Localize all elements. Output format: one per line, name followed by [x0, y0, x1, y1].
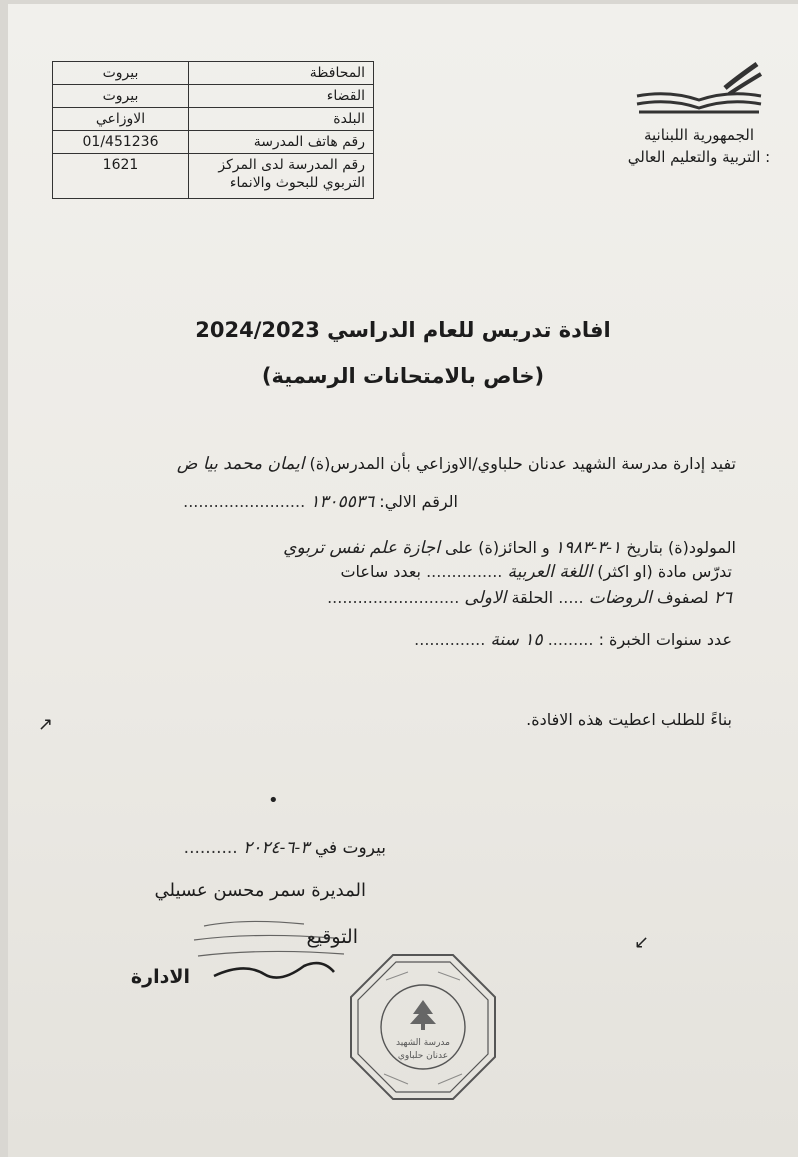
- signature-label: التوقيع: [306, 926, 358, 948]
- grades: الروضات: [588, 588, 652, 608]
- line5-prefix: لصفوف: [656, 588, 709, 607]
- cycle: الاولى: [464, 588, 507, 608]
- line4-prefix: تدرّس مادة (او اكثر): [597, 562, 732, 581]
- signature-scribble: [214, 963, 334, 977]
- document-title: افادة تدريس للعام الدراسي 2024/2023: [195, 318, 611, 342]
- experience-years: ١٥ سنة: [490, 630, 543, 650]
- table-cell-value: 1621: [53, 154, 189, 199]
- degree: اجازة علم نفس تربوي: [283, 538, 440, 558]
- table-row: [53, 108, 374, 131]
- line3-middle: و الحائز(ة) على: [445, 538, 550, 557]
- line5-middle: الحلقة: [511, 588, 554, 607]
- director-stamp: [184, 914, 354, 984]
- closing-line: بناءً للطلب اعطيت هذه الافادة.: [526, 710, 732, 729]
- table-row: [53, 131, 374, 154]
- open-book-icon: [629, 60, 769, 118]
- table-row: [53, 154, 374, 199]
- table-cell-value: بيروت: [53, 62, 189, 85]
- place-date-line: بيروت في ٣-٦-٢٠٢٤ ..........: [183, 838, 386, 858]
- ministry-line-1: الجمهورية اللبنانية: [643, 126, 755, 144]
- line6-prefix: عدد سنوات الخبرة :: [598, 630, 732, 649]
- body-line-5: ٢٦ لصفوف الروضات ..... الحلقة الاولى ..........................: [327, 588, 732, 608]
- document-subtitle: (خاص بالامتحانات الرسمية): [261, 364, 545, 388]
- line1-prefix: تفيد إدارة مدرسة الشهيد عدنان حلباوي/الاوزاعي بأن المدرس(ة): [309, 454, 736, 473]
- official-stamp: [348, 952, 498, 1102]
- cedar-tree-icon: [410, 1000, 436, 1030]
- table-row: [53, 62, 374, 85]
- school-info-table: [52, 61, 374, 199]
- stamp-center-2: عدنان حلباوي: [397, 1051, 449, 1061]
- teacher-name: ايمان محمد بيا ض: [176, 454, 305, 474]
- body-line-3: [283, 538, 736, 558]
- table-cell-value: الاوزاعي: [53, 108, 189, 131]
- place-prefix: بيروت في: [314, 838, 386, 858]
- subject: اللغة العربية: [507, 562, 593, 582]
- document-page: [8, 4, 798, 1157]
- teacher-number: ١٣٠٥٥٣٦: [310, 492, 375, 512]
- stamp-center-1: مدرسة الشهيد: [396, 1038, 450, 1048]
- table-cell-label: رقم هاتف المدرسة: [189, 131, 374, 154]
- table-cell-label: القضاء: [189, 85, 374, 108]
- table-cell-value: بيروت: [53, 85, 189, 108]
- line2-prefix: الرقم الالي:: [379, 492, 458, 511]
- table-cell-value: 01/451236: [53, 131, 189, 154]
- issue-date: ٣-٦-٢٠٢٤: [243, 838, 310, 858]
- margin-mark: ↗: [38, 714, 54, 735]
- birth-date: ١-٣-١٩٨٣: [554, 538, 622, 558]
- table-cell-label: المحافظة: [189, 62, 374, 85]
- line4-suffix: بعدد ساعات: [340, 562, 421, 581]
- body-line-2: الرقم الالي: ١٣٠٥٥٣٦ ........................: [183, 492, 458, 512]
- margin-mark: •: [268, 790, 279, 811]
- hours: ٢٦: [713, 588, 732, 608]
- ministry-line-2: : التربية والتعليم العالي: [627, 148, 771, 166]
- body-line-4: تدرّس مادة (او اكثر) اللغة العربية ............... بعدد ساعات: [340, 562, 732, 582]
- body-line-1: [177, 454, 736, 474]
- table-row: [53, 85, 374, 108]
- margin-mark: ↙: [634, 932, 650, 953]
- admin-label: الادارة: [130, 966, 190, 988]
- table-cell-label: رقم المدرسة لدى المركز التربوي للبحوث والانماء: [189, 154, 374, 199]
- ministry-logo: [624, 60, 774, 166]
- table-cell-label: البلدة: [189, 108, 374, 131]
- line3-prefix: المولود(ة) بتاريخ: [626, 538, 736, 557]
- director-name: المديرة سمر محسن عسيلي: [154, 880, 366, 901]
- body-line-6: عدد سنوات الخبرة : ......... ١٥ سنة ..............: [414, 630, 732, 650]
